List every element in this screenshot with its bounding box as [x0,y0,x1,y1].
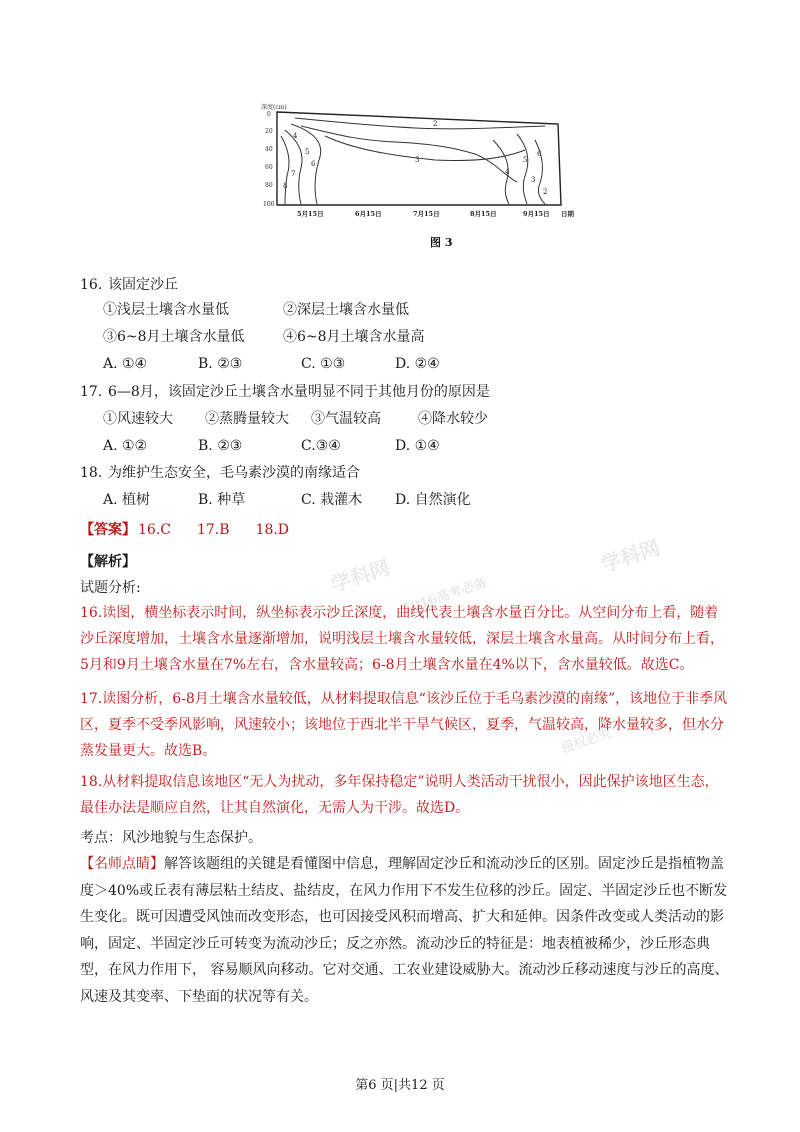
x-tick: 9月15日 [523,210,550,218]
y-tick: 80 [265,182,273,189]
answer-value: 17.B [196,522,230,538]
analysis-subhead: 试题分析: [80,580,141,596]
watermark: 学科网 [328,555,393,597]
contour-line [325,136,525,161]
x-tick: 8月15日 [470,210,497,218]
expert-tip-label: 【名师点睛】 [80,856,164,872]
choice: C. ①③ [301,356,346,372]
contour-label: 6 [537,150,542,158]
watermark: 学科网 [598,535,663,577]
contour-line [281,136,289,204]
y-tick: 100 [263,201,275,208]
choice: C.③④ [301,438,341,454]
choice: B. ②③ [198,438,243,454]
statement: ④降水较少 [418,411,488,427]
question-text: 为维护生态安全，毛乌素沙漠的南缘适合 [108,465,360,481]
contour-line [295,118,545,129]
contour-line [301,126,517,182]
answer-line [80,519,289,539]
contour-label: 5 [523,156,528,164]
statement: ③6~8月土壤含水量低 [103,329,245,345]
page-number: 第6 页|共12 页 [355,1078,445,1093]
y-axis-label: 深度(cm) [261,104,287,111]
x-tick: 7月15日 [413,210,440,218]
watermark: 侵权必究 [559,726,614,757]
y-tick: 40 [265,146,273,153]
question-17-statements [103,409,488,429]
choice: A. ①④ [103,356,148,372]
analysis-paragraph-16: 16.读图，横坐标表示时间，纵坐标表示沙丘深度，曲线代表土壤含水量百分比。从空间分布上看，随着沙丘深度增加，土壤含水量逐渐增加，说明浅层土壤含水量较低，深层土壤含水量高。从时间分布上看，5月和9月土壤含水量在7%左右，含水量较高；6-8月土壤含水量在4%以下，含水量较低。故选C。 [80,605,724,673]
statement: ②深层土壤含水量低 [283,302,409,318]
contour-line [285,130,302,204]
contour-label: 5 [305,148,310,156]
x-tick: 5月15日 [297,210,324,218]
statement: ①风速较大 [103,411,173,427]
contour-label: 6 [311,160,316,168]
contour-label: 2 [543,188,548,196]
contour-label: 4 [505,168,510,176]
contour-label: 3 [531,176,536,184]
figure-caption: 图 3 [430,236,453,249]
question-18-choices [103,490,471,510]
choice: D. ①④ [395,438,440,454]
contour-label: 2 [433,120,438,128]
choice: D. 自然演化 [395,492,471,508]
expert-tip-text: 解答该题组的关键是看懂图中信息，理解固定沙丘和流动沙丘的区别。固定沙丘是指植物盖度＞40%或丘表有薄层粘土结皮、盐结皮，在风力作用下不发生位移的沙丘。固定、半固定沙丘也不断发生变化。既可因遭受风蚀而改变形态，也可因接受风积而增高、扩大和延伸。因条件改变或人类活动的影响，固定、半固定沙丘可转变为流动沙丘；反之亦然。流动沙丘的特征是：地表植被稀少，沙丘形态典型，在风力作用下， 容易顺风向移动。它对交通、工农业建设威胁大。流动沙丘移动速度与沙丘的高度、风速及其变率、下垫面的状况等有关。 [80,856,729,1005]
statement: ①浅层土壤含水量低 [103,302,229,318]
question-number: 18. [80,465,103,481]
question-number: 16. [80,277,103,293]
analysis-label: 【解析】 [80,554,136,570]
expert-tip [80,851,735,1010]
y-tick: 60 [265,164,273,171]
y-tick: 0 [267,111,271,118]
statement: ③气温较高 [311,411,381,427]
choice: A. ①② [103,438,148,454]
y-tick: 20 [265,128,273,135]
watermark: 2016高考必备 [400,575,489,618]
question-16-statements-row-1 [103,300,409,320]
figure-3-contour-chart [255,100,580,260]
question-16-choices [103,354,440,374]
x-axis-label: 日期 [561,210,574,218]
contour-label: 8 [283,182,288,190]
question-text: 该固定沙丘 [108,277,178,293]
contour-line [517,134,528,204]
contour-label: 3 [415,156,420,164]
analysis-paragraph-17: 17.读图分析，6-8月土壤含水量较低，从材料提取信息“该沙丘位于毛乌素沙漠的南缘”，该地位于非季风区，夏季不受季风影响，风速较小；该地位于西北半干旱气候区，夏季，气温较高，降水量较多，但水分蒸发量更大。故选B。 [80,691,728,759]
contour-label: 7 [291,170,296,178]
choice: A. 植树 [103,492,151,508]
choice: B. ②③ [198,356,243,372]
answer-value: 18.D [255,522,290,538]
x-tick: 6月15日 [355,210,382,218]
answer-value: 16.C [138,522,171,538]
question-number: 17. [80,384,103,400]
analysis-paragraph-18: 18.从材料提取信息该地区“无人为扰动，多年保持稳定”说明人类活动干扰很小，因此保护该地区生态，最佳办法是顺应自然，让其自然演化，无需人为干涉。故选D。 [80,774,719,816]
question-16-stem [80,275,178,295]
question-16-statements-row-2 [103,327,425,347]
answer-label: 【答案】 [80,522,136,538]
test-point: 考点：风沙地貌与生态保护。 [80,830,262,846]
choice: B. 种草 [198,492,246,508]
question-text: 6—8月，该固定沙丘土壤含水量明显不同于其他月份的原因是 [108,384,490,400]
question-17-choices [103,436,440,456]
statement: ②蒸腾量较大 [205,411,289,427]
choice: D. ②④ [395,356,440,372]
question-17-stem [80,382,490,402]
statement: ④6~8月土壤含水量高 [283,329,425,345]
contour-label: 4 [293,132,298,140]
question-18-stem [80,463,360,483]
choice: C. 栽灌木 [301,492,363,508]
